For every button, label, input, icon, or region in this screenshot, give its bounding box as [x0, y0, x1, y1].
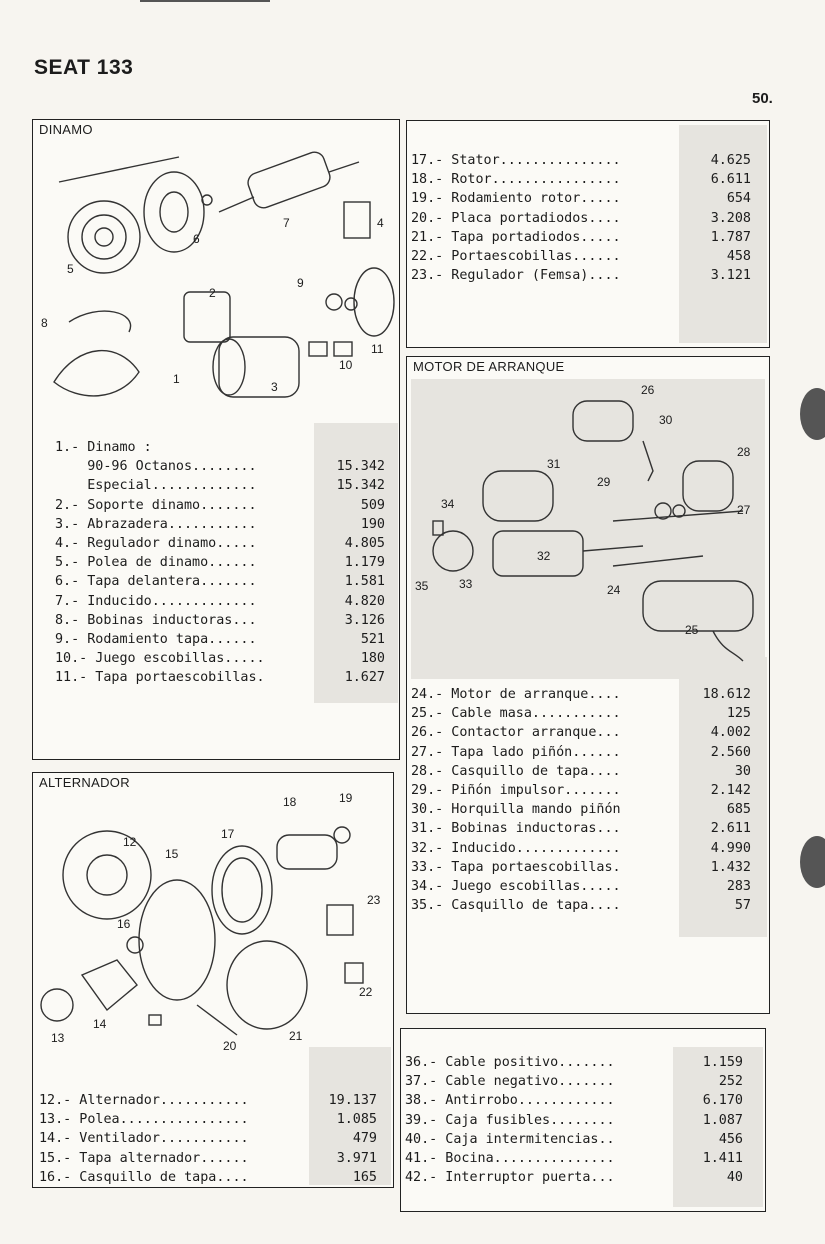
list-item: 30.- Horquilla mando piñón 685	[411, 802, 751, 818]
list-item: 13.- Polea................ 1.085	[39, 1112, 377, 1128]
motor-callout: 28	[737, 445, 751, 459]
alternador-parts-continued-list	[411, 151, 751, 285]
list-item: 42.- Interruptor puerta... 40	[405, 1170, 743, 1186]
list-item: 34.- Juego escobillas..... 283	[411, 878, 751, 894]
alternador-title: ALTERNADOR	[39, 775, 130, 790]
alternador-callout: 16	[117, 917, 131, 931]
dinamo-callout: 2	[209, 286, 216, 300]
list-item: 4.- Regulador dinamo..... 4.805	[55, 535, 385, 551]
dinamo-callout: 1	[173, 372, 180, 386]
dinamo-callout: 11	[371, 342, 384, 356]
alternador-exploded-diagram	[37, 795, 391, 1059]
dinamo-parts-list	[55, 438, 385, 687]
page-number: 50.	[752, 90, 773, 107]
motor-callout: 35	[415, 579, 429, 593]
list-item: 10.- Juego escobillas..... 180	[55, 651, 385, 667]
motor-callout: 24	[607, 583, 621, 597]
list-item: 31.- Bobinas inductoras... 2.611	[411, 821, 751, 837]
alternador-panel	[32, 772, 394, 1188]
motor-callout: 31	[547, 457, 561, 471]
list-item: 27.- Tapa lado piñón...... 2.560	[411, 744, 751, 760]
motor-exploded-diagram	[413, 381, 763, 671]
list-item: 21.- Tapa portadiodos..... 1.787	[411, 229, 751, 245]
alternador-callout: 19	[339, 791, 353, 805]
dinamo-panel	[32, 119, 400, 760]
list-item: 16.- Casquillo de tapa.... 165	[39, 1169, 377, 1185]
list-item: 25.- Cable masa........... 125	[411, 706, 751, 722]
list-item: 6.- Tapa delantera....... 1.581	[55, 574, 385, 590]
alternador-callout: 17	[221, 827, 235, 841]
list-item: 90-96 Octanos........ 15.342	[55, 459, 385, 475]
motor-callout: 30	[659, 413, 673, 427]
list-item: 37.- Cable negativo....... 252	[405, 1074, 743, 1090]
list-item: 28.- Casquillo de tapa.... 30	[411, 763, 751, 779]
list-item: 1.- Dinamo :	[55, 440, 152, 455]
alternador-parts-list	[39, 1091, 377, 1187]
dinamo-callout: 10	[339, 358, 353, 372]
list-item: 17.- Stator............... 4.625	[411, 153, 751, 168]
motor-callout: 27	[737, 503, 751, 517]
alternador-callout: 20	[223, 1039, 237, 1053]
list-item: 11.- Tapa portaescobillas. 1.627	[55, 670, 385, 686]
dinamo-title: DINAMO	[39, 122, 93, 137]
list-item: 12.- Alternador........... 19.137	[39, 1093, 377, 1108]
list-item: 35.- Casquillo de tapa.... 57	[411, 898, 751, 914]
list-item: 20.- Placa portadiodos.... 3.208	[411, 210, 751, 226]
list-item: 8.- Bobinas inductoras... 3.126	[55, 612, 385, 628]
motor-callout: 34	[441, 497, 455, 511]
binder-hole	[800, 388, 825, 440]
motor-callout: 26	[641, 383, 655, 397]
binder-hole	[800, 836, 825, 888]
alternador-callout: 23	[367, 893, 381, 907]
alternador-callout: 14	[93, 1017, 107, 1031]
dinamo-callout: 7	[283, 216, 290, 230]
misc-parts-panel	[400, 1028, 766, 1212]
motor-title: MOTOR DE ARRANQUE	[413, 359, 565, 374]
list-item: 2.- Soporte dinamo....... 509	[55, 497, 385, 513]
motor-callout: 33	[459, 577, 473, 591]
alternador-callout: 21	[289, 1029, 303, 1043]
misc-parts-list	[405, 1053, 743, 1187]
list-item: 3.- Abrazadera........... 190	[55, 516, 385, 532]
dinamo-callout: 9	[297, 276, 304, 290]
page-title: SEAT 133	[34, 56, 134, 79]
top-rule	[140, 0, 270, 2]
dinamo-callout: 3	[271, 380, 278, 394]
motor-parts-list	[411, 685, 751, 915]
dinamo-callout: 6	[193, 232, 200, 246]
motor-callout: 25	[685, 623, 699, 637]
list-item: 36.- Cable positivo....... 1.159	[405, 1055, 743, 1070]
alternador-parts-continued-panel	[406, 120, 770, 348]
list-item: 14.- Ventilador........... 479	[39, 1131, 377, 1147]
list-item: 41.- Bocina............... 1.411	[405, 1150, 743, 1166]
motor-callout: 29	[597, 475, 611, 489]
list-item: 7.- Inducido............. 4.820	[55, 593, 385, 609]
alternador-callout: 18	[283, 795, 297, 809]
list-item: 29.- Piñón impulsor....... 2.142	[411, 782, 751, 798]
list-item: Especial............. 15.342	[55, 478, 385, 494]
list-item: 40.- Caja intermitencias.. 456	[405, 1131, 743, 1147]
list-item: 33.- Tapa portaescobillas. 1.432	[411, 859, 751, 875]
list-item: 39.- Caja fusibles........ 1.087	[405, 1112, 743, 1128]
alternador-callout: 15	[165, 847, 179, 861]
list-item: 23.- Regulador (Femsa).... 3.121	[411, 268, 751, 284]
dinamo-callout: 8	[41, 316, 48, 330]
list-item: 24.- Motor de arranque.... 18.612	[411, 687, 751, 702]
list-item: 9.- Rodamiento tapa...... 521	[55, 631, 385, 647]
dinamo-callout: 4	[377, 216, 384, 230]
list-item: 18.- Rotor................ 6.611	[411, 172, 751, 188]
dinamo-callout: 5	[67, 262, 74, 276]
list-item: 22.- Portaescobillas...... 458	[411, 248, 751, 264]
list-item: 5.- Polea de dinamo...... 1.179	[55, 555, 385, 571]
list-item: 38.- Antirrobo............ 6.170	[405, 1093, 743, 1109]
alternador-callout: 12	[123, 835, 137, 849]
alternador-callout: 13	[51, 1031, 65, 1045]
list-item: 19.- Rodamiento rotor..... 654	[411, 191, 751, 207]
list-item: 15.- Tapa alternador...... 3.971	[39, 1150, 377, 1166]
list-item: 26.- Contactor arranque... 4.002	[411, 725, 751, 741]
list-item: 32.- Inducido............. 4.990	[411, 840, 751, 856]
motor-panel	[406, 356, 770, 1014]
motor-callout: 32	[537, 549, 551, 563]
alternador-callout: 22	[359, 985, 373, 999]
